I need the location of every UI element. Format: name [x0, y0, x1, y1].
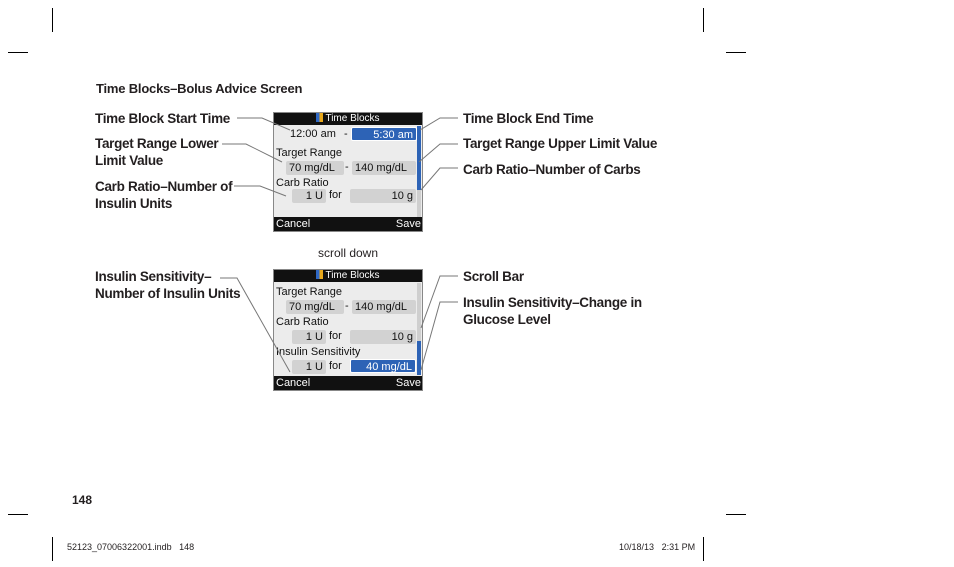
sensitivity-change-field[interactable]: 40 mg/dL [350, 359, 416, 373]
callout-carb-carbs: Carb Ratio–Number of Carbs [463, 162, 641, 177]
for-label: for [329, 189, 342, 201]
callout-end-time: Time Block End Time [463, 111, 594, 126]
leader-line [421, 168, 458, 190]
target-range-label: Target Range [276, 286, 343, 298]
range-dash: - [345, 161, 349, 173]
page-number: 148 [72, 493, 93, 507]
footer-file-page: 148 [179, 542, 195, 552]
screen-title: Time Blocks [325, 270, 380, 281]
carb-ratio-label: Carb Ratio [276, 177, 329, 189]
carb-grams-field[interactable]: 10 g [350, 330, 416, 344]
callout-target-upper: Target Range Upper Limit Value [463, 136, 658, 151]
save-button[interactable]: Save [395, 377, 421, 389]
scroll-caption: scroll down [318, 246, 379, 260]
leader-line [220, 278, 290, 372]
footer-file-name: 52123_07006322001.indb [67, 542, 172, 552]
target-high-field[interactable]: 140 mg/dL [352, 300, 416, 314]
target-low-field[interactable]: 70 mg/dL [286, 161, 344, 175]
footer-time: 2:31 PM [661, 542, 696, 552]
insulin-sensitivity-label: Insulin Sensitivity [276, 346, 361, 358]
cancel-button[interactable]: Cancel [276, 218, 311, 230]
cancel-button[interactable]: Cancel [276, 377, 311, 389]
sensitivity-units-field[interactable]: 1 U [292, 360, 326, 374]
carb-units-field[interactable]: 1 U [292, 189, 326, 203]
carb-units-field[interactable]: 1 U [292, 330, 326, 344]
target-high-field[interactable]: 140 mg/dL [352, 161, 416, 175]
leader-line [419, 144, 458, 162]
start-time-value[interactable]: 12:00 am [290, 128, 336, 140]
leader-line [420, 118, 458, 130]
screen-title: Time Blocks [325, 113, 380, 124]
save-button[interactable]: Save [395, 218, 421, 230]
for-label: for [329, 330, 342, 342]
callout-glucose-change: Insulin Sensitivity–Change in Glucose Level [463, 295, 642, 327]
range-dash: - [345, 300, 349, 312]
leader-line [222, 144, 282, 162]
footer-date: 10/18/13 [619, 542, 655, 552]
range-dash: - [344, 128, 348, 140]
callout-scroll-bar: Scroll Bar [463, 269, 524, 284]
target-range-label: Target Range [276, 147, 343, 159]
footer-timestamp [619, 542, 695, 552]
section-title: Time Blocks–Bolus Advice Screen [96, 81, 303, 96]
callout-insulin-units: Insulin Sensitivity– Number of Insulin Units [95, 269, 241, 301]
target-low-field[interactable]: 70 mg/dL [286, 300, 344, 314]
for-label: for [329, 360, 342, 372]
callout-start-time: Time Block Start Time [95, 111, 231, 126]
leader-line [237, 118, 290, 130]
carb-ratio-label: Carb Ratio [276, 316, 329, 328]
end-time-field[interactable]: 5:30 am [351, 127, 417, 141]
callout-target-lower: Target Range Lower Limit Value [95, 136, 219, 168]
callout-carb-units: Carb Ratio–Number of Insulin Units [95, 179, 233, 211]
leader-line [234, 186, 286, 196]
carb-grams-field[interactable]: 10 g [350, 189, 416, 203]
footer-file-info [67, 542, 194, 552]
